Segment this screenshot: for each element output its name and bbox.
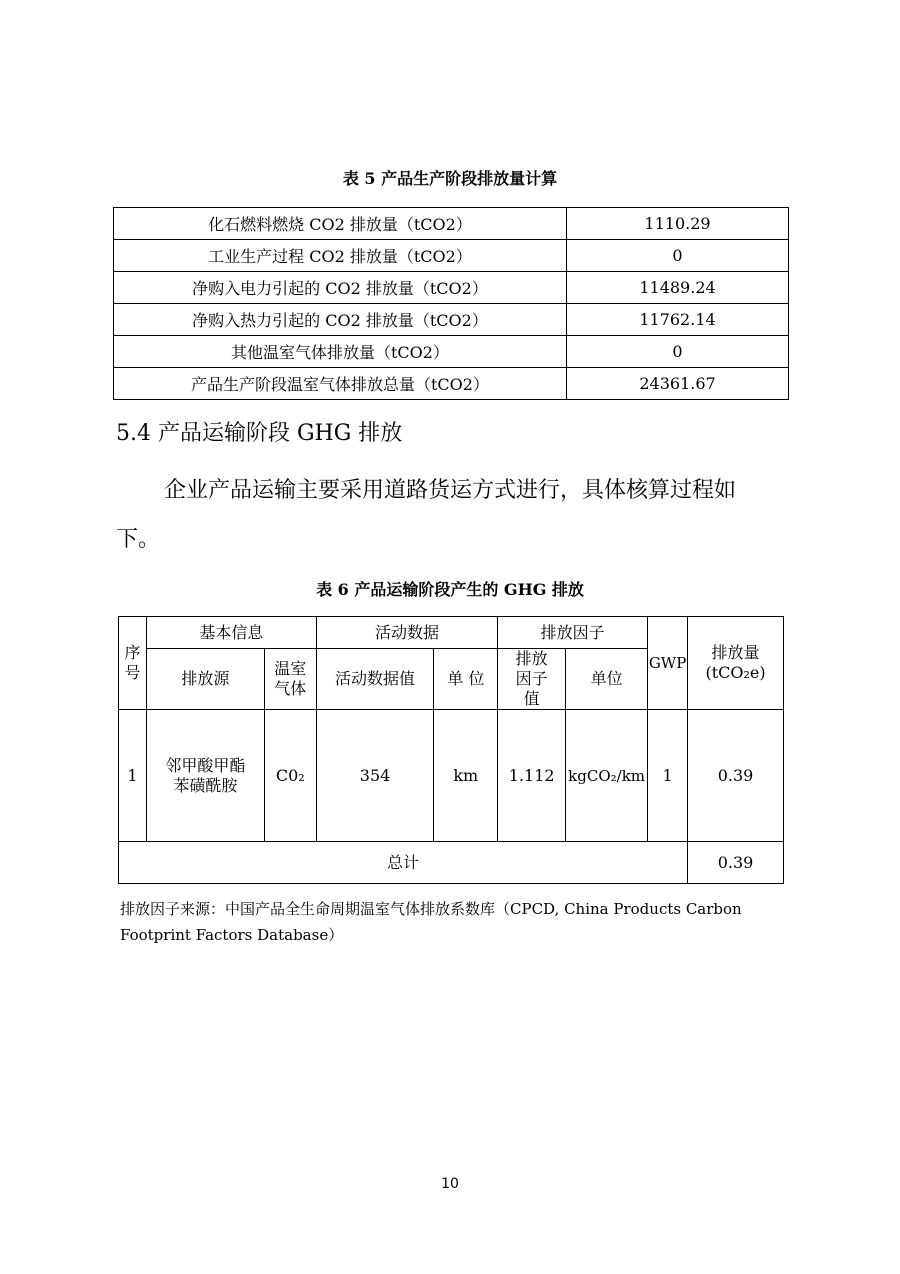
cell-factor-value: 1.112 [498,710,566,842]
total-label: 总计 [119,842,688,884]
table-row [114,304,789,336]
header-factor-value: 排放因子值 [498,649,566,710]
cell-seq: 1 [119,710,147,842]
table-row [119,710,784,842]
header-factor-unit: 单位 [566,649,648,710]
production-emission-table [113,207,789,400]
header-basic-info: 基本信息 [146,617,316,649]
header-activity-data: 活动数据 [316,617,497,649]
row-label: 其他温室气体排放量（tCO2） [114,336,567,368]
row-value: 1110.29 [567,208,789,240]
header-emission: 排放量 (tCO₂e) [688,617,784,710]
row-value: 24361.67 [567,368,789,400]
header-emission-factor: 排放因子 [498,617,648,649]
table5-caption: 表 5 产品生产阶段排放量计算 [342,169,558,188]
cell-emission: 0.39 [688,710,784,842]
header-gas: 温室气体 [264,649,316,710]
row-value: 0 [567,240,789,272]
row-value: 0 [567,336,789,368]
row-label: 工业生产过程 CO2 排放量（tCO2） [114,240,567,272]
table-row [114,368,789,400]
cell-activity-unit: km [434,710,498,842]
row-label: 净购入热力引起的 CO2 排放量（tCO2） [114,304,567,336]
page-number: 10 [441,1176,459,1192]
header-seq: 序号 [119,617,147,710]
source-note: 排放因子来源：中国产品全生命周期温室气体排放系数库（CPCD, China Products Carbon Footprint Factors Database） [120,900,742,944]
table-row [114,272,789,304]
row-value: 11762.14 [567,304,789,336]
paragraph-line-2: 下。 [116,527,161,552]
section-heading: 5.4 产品运输阶段 GHG 排放 [116,421,403,446]
total-value: 0.39 [688,842,784,884]
table-row [114,208,789,240]
cell-gwp: 1 [648,710,688,842]
header-gwp: GWP [648,617,688,710]
total-row [119,842,784,884]
row-label: 产品生产阶段温室气体排放总量（tCO2） [114,368,567,400]
cell-source: 邻甲酸甲酯苯磺酰胺 [146,710,264,842]
table-row [114,336,789,368]
row-value: 11489.24 [567,272,789,304]
row-label: 化石燃料燃烧 CO2 排放量（tCO2） [114,208,567,240]
header-source: 排放源 [146,649,264,710]
table-row [114,240,789,272]
header-activity-unit: 单 位 [434,649,498,710]
paragraph-line-1: 企业产品运输主要采用道路货运方式进行，具体核算过程如 [164,478,737,503]
row-label: 净购入电力引起的 CO2 排放量（tCO2） [114,272,567,304]
cell-factor-unit: kgCO₂/km [566,710,648,842]
cell-activity-value: 354 [316,710,434,842]
cell-gas: C0₂ [264,710,316,842]
transport-emission-table [118,616,784,884]
header-activity-value: 活动数据值 [316,649,434,710]
table6-caption: 表 6 产品运输阶段产生的 GHG 排放 [316,580,584,599]
header-row [119,617,784,649]
